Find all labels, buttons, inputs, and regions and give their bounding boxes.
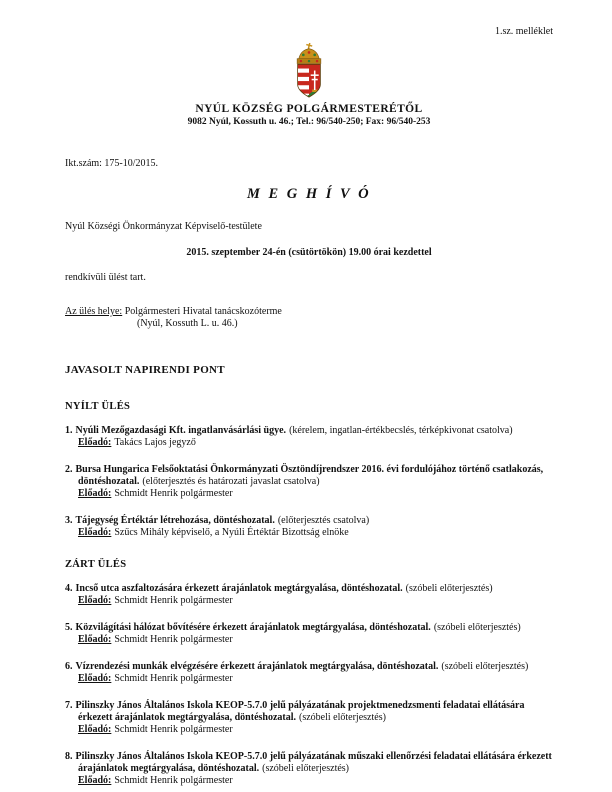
agenda-item-1	[65, 425, 553, 449]
presenter-name: Schmidt Henrik polgármester	[114, 724, 233, 735]
coat-of-arms-wrap	[65, 42, 553, 100]
agenda-item-number: 4.	[65, 583, 73, 594]
agenda-item-number: 8.	[65, 751, 73, 762]
agenda-item-number: 6.	[65, 661, 73, 672]
presenter-name: Takács Lajos jegyző	[114, 437, 196, 448]
agenda-item-number: 3.	[65, 515, 73, 526]
presenter-name: Schmidt Henrik polgármester	[114, 595, 233, 606]
agenda-item-note: (szóbeli előterjesztés)	[299, 712, 386, 723]
agenda-item-title: Tájegység Értéktár létrehozása, döntéshozatal.	[75, 515, 275, 526]
location-address: (Nyúl, Kossuth L. u. 46.)	[137, 318, 238, 329]
presenter-label: Előadó:	[78, 673, 112, 684]
meeting-datetime: 2015. szeptember 24-én (csütörtökön) 19.00 órai kezdettel	[186, 247, 432, 258]
agenda-item-2	[65, 464, 553, 500]
presenter-label: Előadó:	[78, 775, 112, 786]
agenda-item-6	[65, 661, 553, 685]
attachment-label: 1.sz. melléklet	[494, 26, 553, 37]
org-address: 9082 Nyúl, Kossuth u. 46.; Tel.: 96/540-250; Fax: 96/540-253	[187, 117, 431, 127]
presenter-name: Szűcs Mihály képviselő, a Nyúli Értéktár Bizottság elnöke	[114, 527, 349, 538]
presenter-name: Schmidt Henrik polgármester	[114, 634, 233, 645]
agenda-heading: JAVASOLT NAPIRENDI PONT	[65, 364, 225, 376]
agenda-item-number: 2.	[65, 464, 73, 475]
document-title: M E G H Í V Ó	[246, 186, 372, 202]
hungarian-coat-of-arms-icon	[290, 42, 328, 100]
agenda-item-title: Közvilágítási hálózat bővítésére érkezett árajánlatok megtárgyalása, döntéshozatal.	[75, 622, 431, 633]
agenda-item-note: (szóbeli előterjesztés)	[262, 763, 350, 774]
closed-session-heading: ZÁRT ÜLÉS	[65, 559, 127, 570]
presenter-label: Előadó:	[78, 437, 112, 448]
agenda-item-number: 1.	[65, 425, 73, 436]
meeting-location	[65, 306, 553, 317]
open-session-heading: NYÍLT ÜLÉS	[65, 401, 131, 412]
agenda-item-title: Vízrendezési munkák elvégzésére érkezett árajánlatok megtárgyalása, döntéshozatal.	[75, 661, 439, 672]
agenda-item-5	[65, 622, 553, 646]
agenda-item-title: Bursa Hungarica Felsőoktatási Önkormányzati Ösztöndíjrendszer 2016. évi fordulójához történő csatlakozás, döntéshozatal.	[75, 464, 544, 487]
reference-number: Ikt.szám: 175-10/2015.	[65, 158, 159, 169]
agenda-item-note: (előterjesztés csatolva)	[277, 515, 370, 526]
agenda-item-note: (kérelem, ingatlan-értékbecslés, térképkivonat csatolva)	[289, 425, 513, 436]
intro-line-2: rendkívüli ülést tart.	[65, 272, 146, 283]
agenda-item-title: Pilinszky János Általános Iskola KEOP-5.7.0 jelű pályázatának műszaki ellenőrzési feladatai ellátására érkezett árajánlatok megtárgyalása, döntéshozatal.	[75, 751, 552, 774]
agenda-item-note: (előterjesztés és határozati javaslat csatolva)	[142, 476, 320, 487]
agenda-item-title: Incső utca aszfaltozására érkezett árajánlatok megtárgyalása, döntéshozatal.	[75, 583, 403, 594]
presenter-label: Előadó:	[78, 488, 112, 499]
agenda-item-title: Pilinszky János Általános Iskola KEOP-5.7.0 jelű pályázatának projektmenedzsmenti feladatai ellátására érkezett árajánlatok megtárgyalása, döntéshozatal.	[75, 700, 525, 723]
agenda-item-note: (szóbeli előterjesztés)	[441, 661, 529, 672]
agenda-item-title: Nyúli Mezőgazdasági Kft. ingatlanvásárlási ügye.	[75, 425, 287, 436]
agenda-item-4	[65, 583, 553, 607]
intro-line-1: Nyúl Községi Önkormányzat Képviselő-testülete	[65, 221, 262, 232]
presenter-label: Előadó:	[78, 634, 112, 645]
presenter-name: Schmidt Henrik polgármester	[114, 673, 233, 684]
agenda-item-number: 7.	[65, 700, 73, 711]
location-label: Az ülés helye:	[65, 306, 123, 317]
agenda-item-note: (szóbeli előterjesztés)	[433, 622, 521, 633]
presenter-label: Előadó:	[78, 527, 112, 538]
agenda-item-3	[65, 515, 553, 539]
agenda-item-7	[65, 700, 553, 736]
presenter-label: Előadó:	[78, 724, 112, 735]
presenter-name: Schmidt Henrik polgármester	[114, 488, 233, 499]
presenter-name: Schmidt Henrik polgármester	[114, 775, 233, 786]
presenter-label: Előadó:	[78, 595, 112, 606]
agenda-item-number: 5.	[65, 622, 73, 633]
org-name: NYÚL KÖZSÉG POLGÁRMESTERÉTŐL	[195, 103, 423, 115]
agenda-item-8	[65, 751, 553, 787]
agenda-item-note: (szóbeli előterjesztés)	[405, 583, 493, 594]
location-value: Polgármesteri Hivatal tanácskozóterme	[124, 306, 282, 317]
